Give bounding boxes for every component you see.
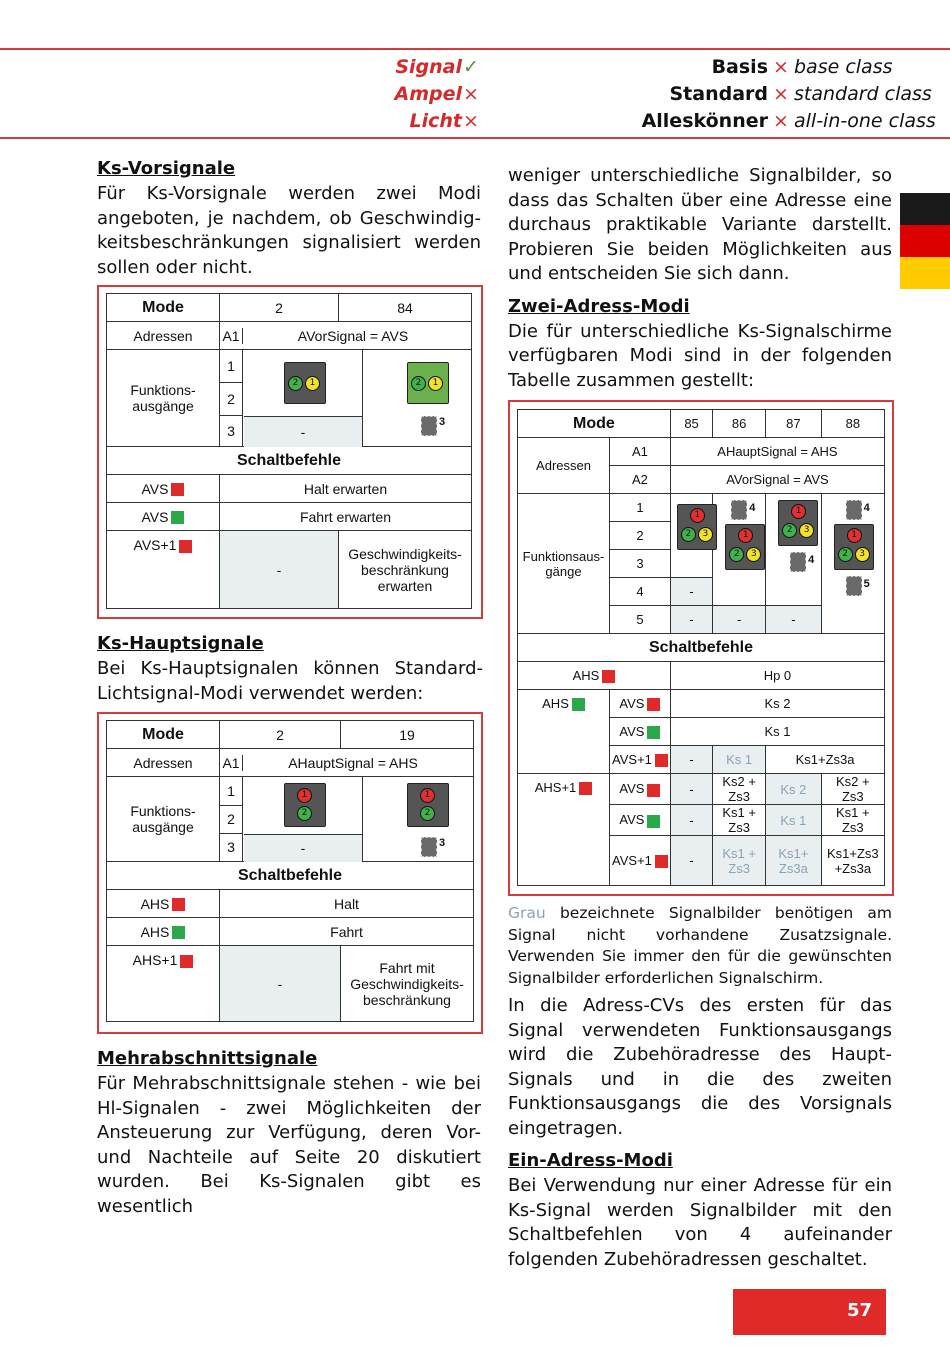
cmd-hp0: Hp 0 bbox=[670, 662, 884, 690]
cell-ks1-grey: Ks 1 bbox=[766, 805, 822, 836]
red-square-icon bbox=[172, 898, 185, 911]
yellow-lamp-icon: 3 bbox=[855, 547, 870, 562]
cmd-ahs: AHS bbox=[140, 895, 170, 912]
cell-dash: - bbox=[670, 578, 712, 606]
cell-dash: - bbox=[670, 746, 712, 774]
green-lamp-icon: 2 bbox=[681, 527, 696, 542]
red-square-icon bbox=[180, 955, 193, 968]
row-3: 3 bbox=[610, 550, 671, 578]
label-funktionsausgaenge: Funktionsaus-gänge bbox=[518, 494, 610, 634]
addr-formula-vs: AVorSignal = AVS bbox=[670, 466, 884, 494]
mode-84: 84 bbox=[339, 294, 472, 322]
section-ks-hauptsignale bbox=[97, 630, 483, 706]
section-grau-note bbox=[508, 903, 892, 989]
addr-a1: A1 bbox=[220, 328, 243, 344]
cell-ks2-zs3: Ks2 + Zs3 bbox=[821, 774, 884, 805]
green-lamp-icon: 2 bbox=[729, 547, 744, 562]
class-licht: Licht bbox=[409, 110, 462, 132]
signal-screen-icon bbox=[407, 362, 449, 404]
label-adressen: Adressen bbox=[107, 322, 220, 350]
flag-stripe-red bbox=[900, 225, 950, 257]
table-hauptsignal-modes bbox=[97, 712, 483, 1034]
cross-icon: × bbox=[773, 110, 789, 132]
red-lamp-icon: 1 bbox=[738, 528, 753, 543]
cross-icon: × bbox=[773, 83, 789, 105]
mode-88: 88 bbox=[821, 410, 884, 438]
text-continuation: weniger unterschiedliche Signalbilder, so dass das Schalten über eine Adresse eine durchaus praktikable Variante darstellt. Probieren Sie beiden Möglichkeiten aus und entscheiden Sie sich dann. bbox=[508, 165, 892, 284]
red-square-icon bbox=[647, 784, 660, 797]
cell-dash: - bbox=[244, 416, 363, 447]
heading-ks-hauptsignale: Ks-Hauptsignale bbox=[97, 633, 264, 654]
cell-ks2-grey: Ks 2 bbox=[766, 774, 822, 805]
cell-ks1-zs3: Ks1 + Zs3 bbox=[821, 805, 884, 836]
yellow-lamp-icon: 3 bbox=[799, 523, 814, 538]
cmd-fahrt-geschw: Fahrt mit Geschwindigkeits-beschränkung bbox=[341, 946, 474, 1022]
cross-icon: × bbox=[463, 83, 479, 105]
heading-ks-vorsignale: Ks-Vorsignale bbox=[97, 158, 236, 179]
label-adressen: Adressen bbox=[107, 749, 220, 777]
mode-2: 2 bbox=[220, 721, 341, 749]
header-top-rule bbox=[0, 48, 950, 50]
class-basis: Basis bbox=[711, 56, 768, 78]
cell-ks1-zs3a: Ks1+Zs3a bbox=[766, 746, 885, 774]
heading-mehrabschnittsignale: Mehrabschnittsignale bbox=[97, 1048, 318, 1069]
yellow-lamp-icon: 1 bbox=[428, 376, 443, 391]
green-lamp-icon: 2 bbox=[411, 376, 426, 391]
red-lamp-icon: 1 bbox=[297, 788, 312, 803]
signal-screen-icon bbox=[407, 783, 449, 827]
label-schaltbefehle: Schaltbefehle bbox=[107, 447, 472, 475]
text-grau-note: bezeichnete Signalbilder benötigen am Signal nicht vorhandene Zusatzsignale. Verwenden Sie immer den für die gewünschten Signalbilder erforderlichen Signalschirm. bbox=[508, 904, 892, 987]
class-standard: Standard bbox=[669, 83, 768, 105]
cmd-avs-plus1: AVS+1 bbox=[612, 852, 652, 868]
signal-screen-icon bbox=[725, 524, 765, 570]
flag-stripe-black bbox=[900, 193, 950, 225]
red-lamp-icon: 1 bbox=[690, 508, 705, 523]
cmd-ahs: AHS bbox=[542, 696, 569, 711]
cmd-halt: Halt bbox=[220, 890, 474, 918]
section-ks-vorsignale bbox=[97, 155, 481, 280]
cmd-avs: AVS bbox=[619, 812, 645, 828]
class-basis-desc: base class bbox=[794, 56, 893, 78]
green-square-icon bbox=[647, 815, 660, 828]
cell-dash: - bbox=[713, 606, 766, 634]
addr-formula-hs: AHauptSignal = AHS bbox=[670, 438, 884, 466]
class-ampel: Ampel bbox=[394, 83, 462, 105]
addr-formula: AHauptSignal = AHS bbox=[288, 754, 418, 771]
red-lamp-icon: 1 bbox=[847, 528, 862, 543]
red-square-icon bbox=[647, 698, 660, 711]
cmd-ahs: AHS bbox=[572, 667, 600, 683]
zs3-board-icon bbox=[731, 500, 747, 520]
label-schaltbefehle: Schaltbefehle bbox=[518, 634, 885, 662]
cell-dash: - bbox=[244, 834, 363, 862]
red-square-icon bbox=[179, 540, 192, 553]
cell-dash: - bbox=[670, 805, 712, 836]
green-lamp-icon: 2 bbox=[782, 523, 797, 538]
zs3-board-icon bbox=[421, 416, 437, 436]
heading-zwei-adress-modi: Zwei-Adress-Modi bbox=[508, 295, 690, 317]
mode-87-image bbox=[766, 494, 822, 606]
label-funktionsausgaenge: Funktions-ausgänge bbox=[107, 350, 220, 447]
mode-19: 19 bbox=[341, 721, 474, 749]
text-ein-adress-modi: Bei Verwendung nur einer Adresse für ein Ks-Signal werden Signalbilder mit den Schaltbefehlen von 4 aufeinander folgenden Zubehöradressen geschaltet. bbox=[508, 1175, 892, 1270]
red-square-icon bbox=[655, 754, 668, 767]
label-funktionsausgaenge: Funktions-ausgänge bbox=[107, 777, 220, 862]
class-signal: Signal bbox=[395, 56, 462, 78]
row-2: 2 bbox=[220, 806, 242, 834]
yellow-lamp-icon: 3 bbox=[698, 527, 713, 542]
cell-dash: - bbox=[670, 606, 712, 634]
cell-ks1-zs3: Ks1 + Zs3 bbox=[713, 805, 766, 836]
row-1: 1 bbox=[610, 494, 671, 522]
green-square-icon bbox=[647, 726, 660, 739]
cmd-ks1: Ks 1 bbox=[670, 718, 884, 746]
red-square-icon bbox=[171, 483, 184, 496]
red-lamp-icon: 1 bbox=[791, 504, 806, 519]
green-lamp-icon: 2 bbox=[420, 806, 435, 821]
label-adressen: Adressen bbox=[518, 438, 610, 494]
green-square-icon bbox=[172, 926, 185, 939]
yellow-lamp-icon: 1 bbox=[305, 376, 320, 391]
text-ks-hauptsignale: Bei Ks-Hauptsignalen können Standard-Lichtsignal-Modi verwendet werden: bbox=[97, 658, 483, 704]
text-mehrabschnittsignale: Für Mehrabschnittsignale stehen - wie bei Hl-Signalen - zwei Möglichkeiten der Ansteuerung zur Verfügung, deren Vor- und Nachteile auf Seite 20 diskutiert wurden. Bei Ks-Signalen gibt es wesentlich bbox=[97, 1073, 481, 1217]
cell-dash: - bbox=[220, 946, 341, 1022]
mode-87: 87 bbox=[766, 410, 822, 438]
green-lamp-icon: 2 bbox=[838, 547, 853, 562]
header-bottom-rule bbox=[0, 137, 950, 139]
section-mehrabschnittsignale bbox=[97, 1045, 481, 1219]
row-5: 5 bbox=[610, 606, 671, 634]
cmd-avs: AVS bbox=[141, 508, 169, 525]
red-square-icon bbox=[579, 782, 592, 795]
cmd-avs: AVS bbox=[619, 781, 645, 797]
addr-a1: A1 bbox=[610, 438, 671, 466]
cell-ks1-zs3a-grey: Ks1+ Zs3a bbox=[766, 836, 822, 886]
green-square-icon bbox=[171, 511, 184, 524]
signal-screen-icon bbox=[284, 362, 326, 404]
signal-screen-icon bbox=[677, 504, 717, 550]
addr-a1: A1 bbox=[220, 755, 243, 771]
row-2: 2 bbox=[610, 522, 671, 550]
header-right-classes bbox=[560, 54, 950, 135]
row-4: 4 bbox=[610, 578, 671, 606]
class-standard-desc: standard class bbox=[794, 83, 932, 105]
heading-ein-adress-modi: Ein-Adress-Modi bbox=[508, 1150, 673, 1171]
section-continuation bbox=[508, 164, 892, 393]
zs3-label: 4 bbox=[863, 502, 870, 514]
cmd-avs: AVS bbox=[619, 695, 645, 711]
check-icon: ✓ bbox=[463, 56, 479, 78]
row-1: 1 bbox=[220, 777, 242, 806]
zs3a-board-icon bbox=[846, 576, 862, 596]
signal-screen-icon bbox=[778, 500, 818, 546]
cell-dash: - bbox=[670, 836, 712, 886]
cmd-ahs-plus1: AHS+1 bbox=[132, 952, 178, 968]
col-mode: Mode bbox=[107, 294, 220, 322]
vorsignal-2-image bbox=[244, 350, 363, 416]
table-vorsignal-modes bbox=[97, 285, 483, 619]
cell-ks1-zs3-zs3a: Ks1+Zs3 +Zs3a bbox=[821, 836, 884, 886]
signal-screen-icon bbox=[834, 524, 874, 570]
cell-dash: - bbox=[220, 531, 339, 609]
red-square-icon bbox=[602, 670, 615, 683]
label-schaltbefehle: Schaltbefehle bbox=[107, 862, 474, 890]
cmd-avs: AVS bbox=[619, 723, 645, 739]
red-square-icon bbox=[655, 855, 668, 868]
mode-2: 2 bbox=[220, 294, 339, 322]
hauptsignal-19-image bbox=[363, 777, 491, 861]
class-alleskoenner-desc: all-in-one class bbox=[794, 110, 936, 132]
cmd-halt-erwarten: Halt erwarten bbox=[220, 475, 472, 503]
mode-86-image bbox=[713, 494, 766, 606]
flag-stripe-gold bbox=[900, 257, 950, 289]
cmd-avs-plus1: AVS+1 bbox=[133, 537, 177, 553]
addr-a2: A2 bbox=[610, 466, 671, 494]
col-mode: Mode bbox=[107, 721, 220, 749]
table-zwei-adress-modes bbox=[508, 400, 894, 896]
section-adress-cvs bbox=[508, 994, 892, 1272]
yellow-lamp-icon: 3 bbox=[746, 547, 761, 562]
mode-86: 86 bbox=[713, 410, 766, 438]
zs3-board-icon bbox=[846, 500, 862, 520]
cmd-fahrt-erwarten: Fahrt erwarten bbox=[220, 503, 472, 531]
cross-icon: × bbox=[773, 56, 789, 78]
zs3-label: 3 bbox=[439, 416, 446, 428]
zs3-label: 3 bbox=[439, 837, 446, 849]
cmd-avs: AVS bbox=[141, 480, 169, 497]
cmd-fahrt: Fahrt bbox=[220, 918, 474, 946]
header-left-classes bbox=[394, 54, 480, 135]
cmd-ahs: AHS bbox=[140, 923, 170, 940]
cmd-geschw-erwarten: Geschwindigkeits-beschränkung erwarten bbox=[339, 531, 472, 609]
text-zwei-adress-modi: Die für unterschiedliche Ks-Signalschirme verfügbaren Modi sind in der folgenden Tabelle zusammen gestellt: bbox=[508, 320, 892, 391]
mode-88-image bbox=[821, 494, 884, 634]
mode-85: 85 bbox=[670, 410, 712, 438]
text-adress-cvs: In die Adress-CVs des ersten für das Signal verwendeten Funktionsausgangs wird die Zubehöradresse des Haupt-Signals und in die des zweiten Funktionsausgangs die des Vorsignals eingetragen. bbox=[508, 995, 892, 1139]
hauptsignal-2-image bbox=[244, 777, 363, 834]
addr-formula: AVorSignal = AVS bbox=[297, 327, 409, 344]
zs3-board-icon bbox=[421, 837, 437, 857]
cell-dash: - bbox=[766, 606, 822, 634]
green-square-icon bbox=[572, 698, 585, 711]
class-alleskoenner: Alleskönner bbox=[641, 110, 768, 132]
signal-screen-icon bbox=[284, 783, 326, 827]
red-lamp-icon: 1 bbox=[420, 788, 435, 803]
row-3: 3 bbox=[227, 423, 235, 439]
grau-word: Grau bbox=[508, 904, 546, 922]
mode-85-image bbox=[670, 494, 712, 578]
row-2: 2 bbox=[220, 383, 242, 416]
zs3-label: 4 bbox=[749, 502, 756, 514]
green-lamp-icon: 2 bbox=[288, 376, 303, 391]
zs3a-label: 5 bbox=[863, 578, 870, 590]
col-mode: Mode bbox=[518, 410, 671, 438]
cmd-ahs-plus1: AHS+1 bbox=[534, 780, 577, 795]
cell-ks1-zs3-grey: Ks1 + Zs3 bbox=[713, 836, 766, 886]
row-3: 3 bbox=[227, 839, 235, 855]
cell-ks1-grey: Ks 1 bbox=[713, 746, 766, 774]
text-ks-vorsignale: Für Ks-Vorsignale werden zwei Modi angeboten, je nachdem, ob Geschwindig-keitsbeschränkungen signalisiert werden sollen oder nicht. bbox=[97, 183, 481, 278]
zs3-board-icon bbox=[790, 552, 806, 572]
cell-dash: - bbox=[670, 774, 712, 805]
cell-ks2-zs3: Ks2 + Zs3 bbox=[713, 774, 766, 805]
cmd-avs-plus1: AVS+1 bbox=[612, 751, 652, 767]
row-1: 1 bbox=[220, 350, 242, 383]
vorsignal-84-image bbox=[363, 350, 491, 446]
page-number: 57 bbox=[733, 1289, 886, 1335]
zs3-label: 4 bbox=[808, 554, 815, 566]
green-lamp-icon: 2 bbox=[297, 806, 312, 821]
cmd-ks2: Ks 2 bbox=[670, 690, 884, 718]
cross-icon: × bbox=[463, 110, 479, 132]
